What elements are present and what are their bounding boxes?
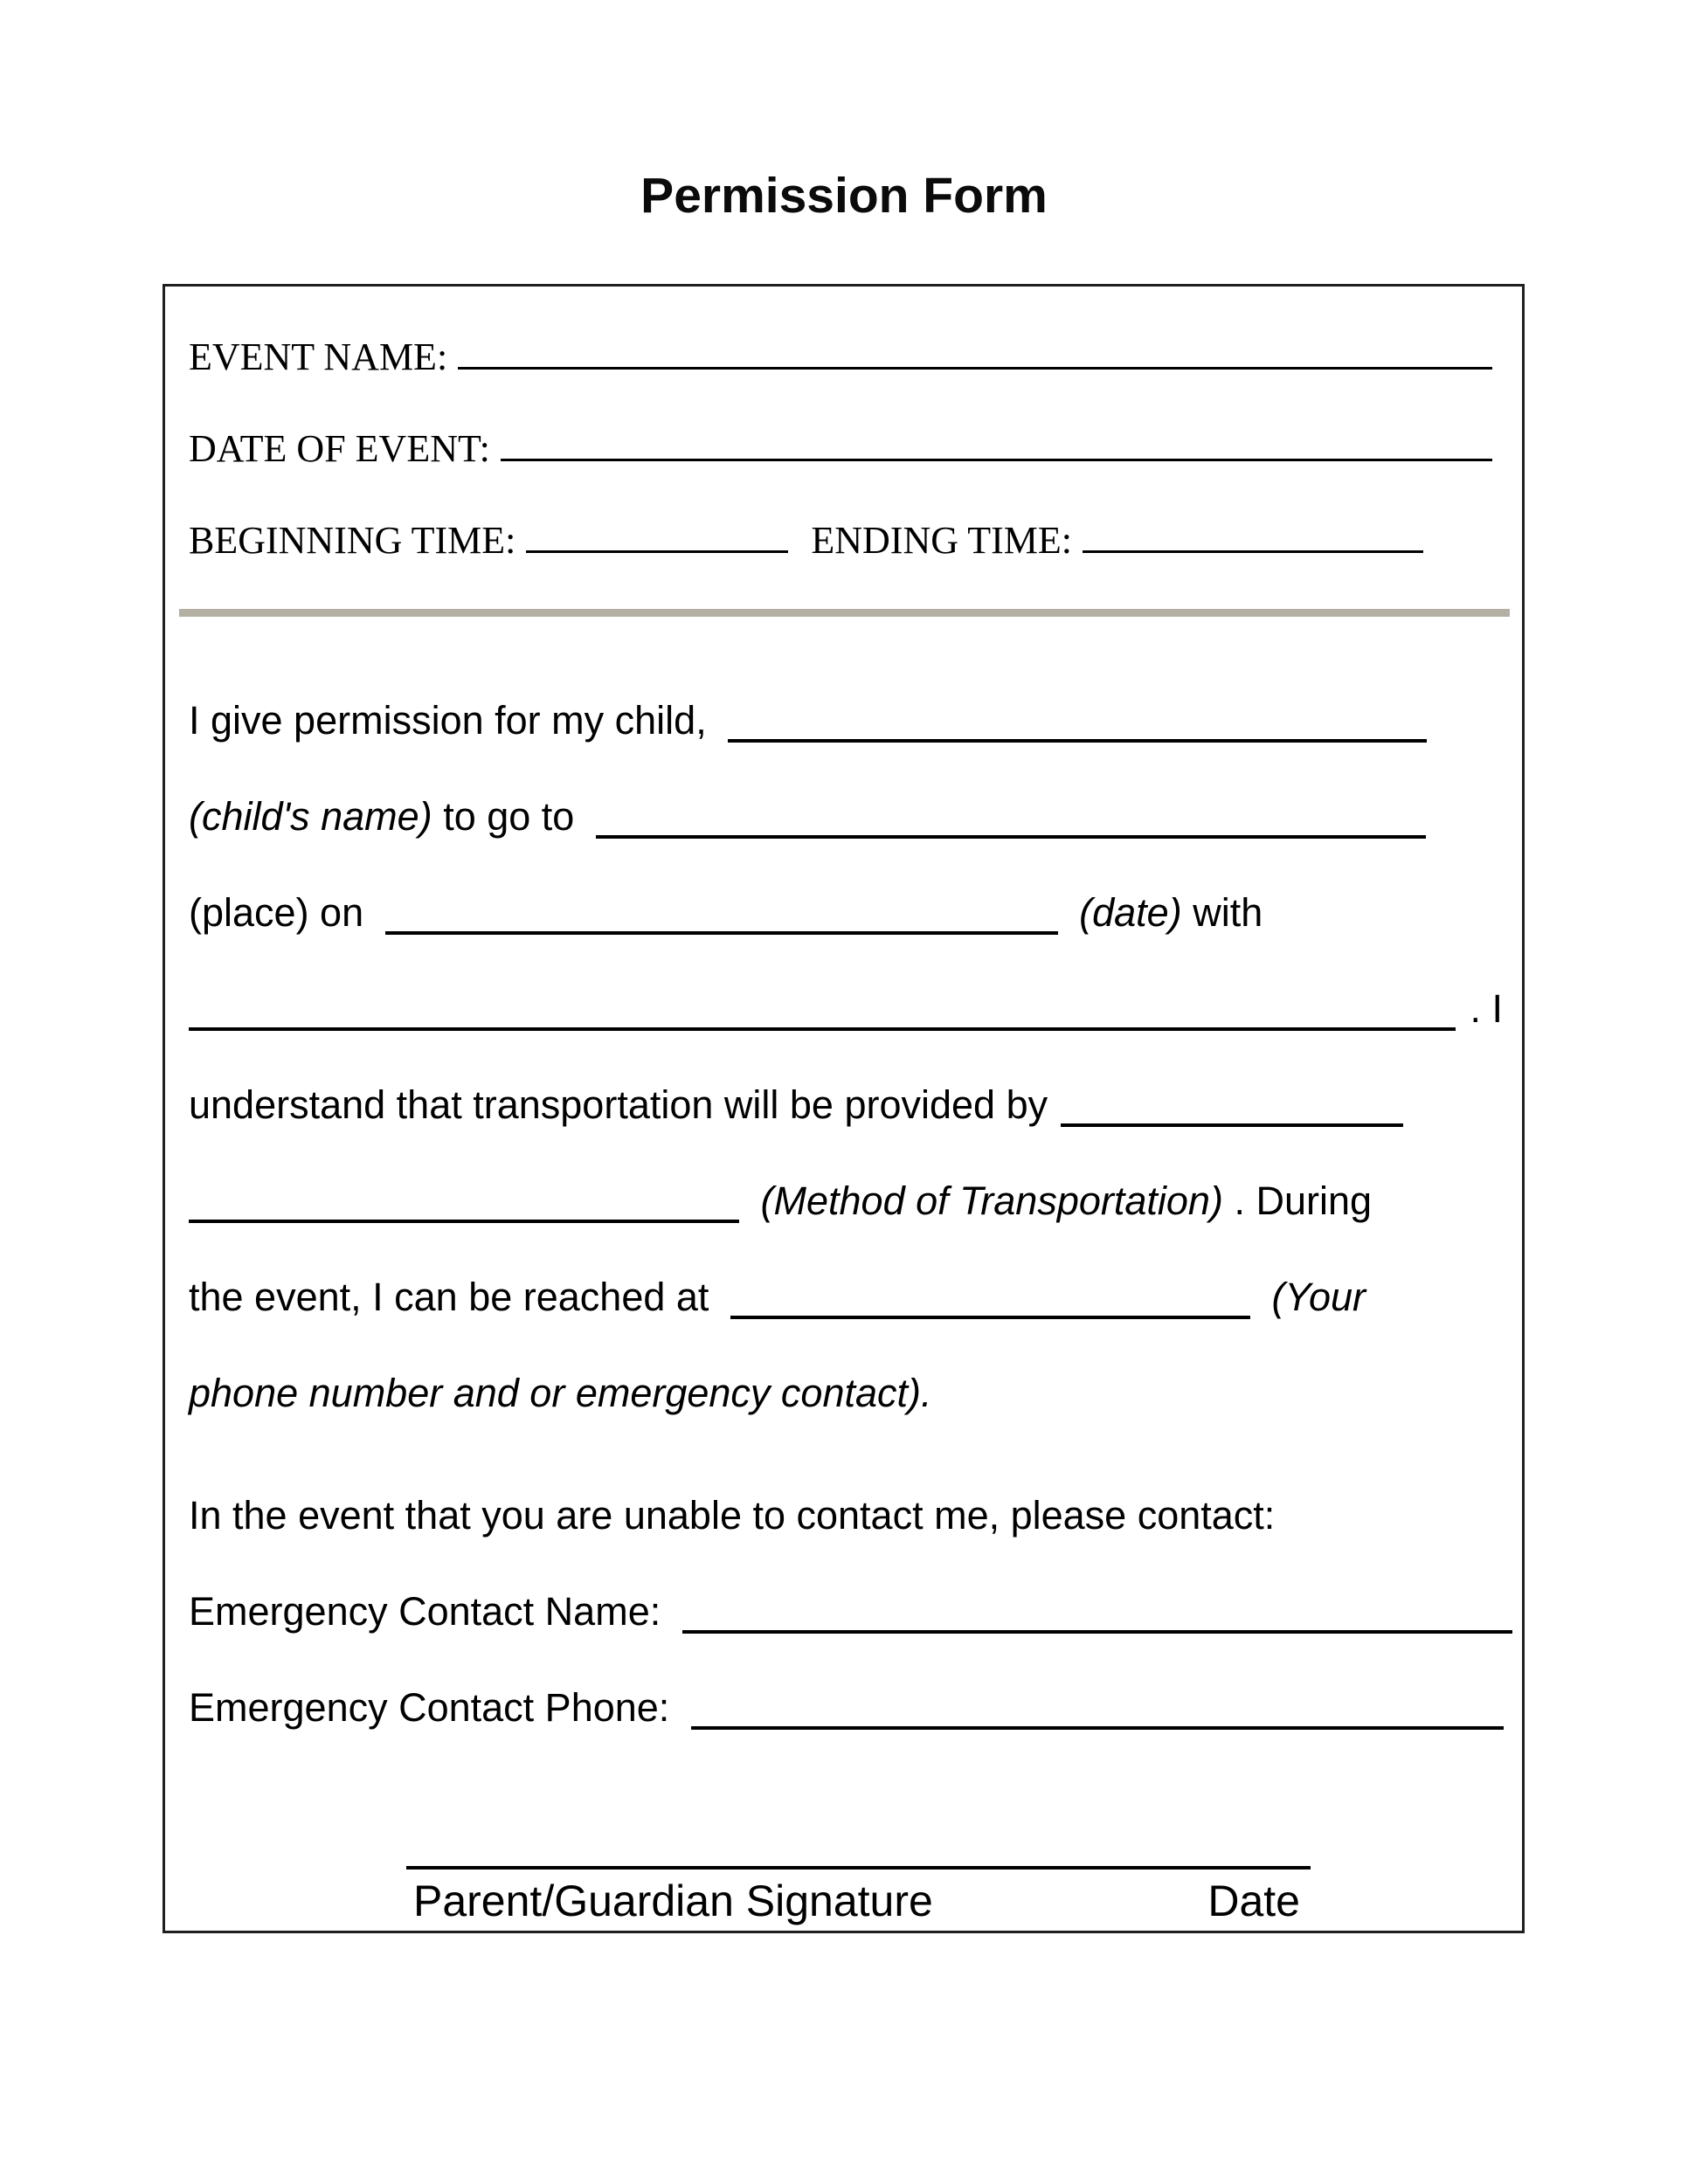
- transportation-blank-1[interactable]: [1061, 1123, 1403, 1127]
- body-text: I give permission for my child,: [189, 698, 707, 743]
- page-title: Permission Form: [640, 168, 1048, 224]
- body-text: to go to: [443, 794, 575, 839]
- parent-guardian-signature-label: Parent/Guardian Signature: [413, 1876, 933, 1925]
- event-name-blank[interactable]: [458, 367, 1492, 370]
- times-row: [189, 494, 1496, 586]
- event-name-row: [189, 311, 1496, 403]
- date-of-event-blank[interactable]: [501, 459, 1492, 461]
- reached-at-blank[interactable]: [730, 1316, 1250, 1319]
- body-text: . During: [1234, 1178, 1373, 1223]
- child-name-hint: (child's name): [189, 794, 432, 839]
- signature-labels-row: [406, 1870, 1311, 1925]
- phone-hint: (Your: [1271, 1275, 1366, 1319]
- ending-time-blank[interactable]: [1083, 550, 1423, 553]
- place-blank[interactable]: [596, 835, 1426, 839]
- body-line-5: [189, 1057, 1496, 1153]
- beginning-time-blank[interactable]: [526, 550, 788, 553]
- permission-form-box: [163, 284, 1525, 1933]
- transportation-hint: (Method of Transportation): [760, 1178, 1223, 1223]
- emergency-contact-phone-label: Emergency Contact Phone:: [189, 1685, 670, 1730]
- emergency-contact-name-blank[interactable]: [682, 1630, 1512, 1634]
- ending-time-label: ENDING TIME:: [811, 519, 1072, 562]
- body-text: with: [1193, 890, 1263, 935]
- beginning-time-label: BEGINNING TIME:: [189, 519, 516, 562]
- body-text: (place) on: [189, 890, 364, 935]
- body-line-1: [189, 673, 1496, 769]
- section-divider: [179, 609, 1510, 617]
- phone-hint-continued: phone number and or emergency contact).: [189, 1371, 932, 1415]
- body-text: . I: [1470, 986, 1504, 1031]
- companion-blank[interactable]: [189, 1027, 1456, 1031]
- body-line-8: [189, 1345, 1496, 1441]
- emergency-contact-name-label: Emergency Contact Name:: [189, 1589, 661, 1634]
- emergency-contact-intro: In the event that you are unable to contact me, please contact:: [189, 1493, 1276, 1538]
- emergency-contact-name-row: [189, 1564, 1496, 1660]
- body-line-4: [189, 961, 1504, 1057]
- date-of-event-row: [189, 403, 1496, 494]
- body-text: the event, I can be reached at: [189, 1275, 709, 1319]
- emergency-contact-phone-row: [189, 1660, 1496, 1756]
- date-blank[interactable]: [385, 931, 1058, 935]
- date-hint: (date): [1079, 890, 1182, 935]
- body-line-7: [189, 1249, 1496, 1345]
- body-line-6: [189, 1153, 1496, 1249]
- date-of-event-label: DATE OF EVENT:: [189, 427, 490, 470]
- body-line-2: [189, 769, 1496, 865]
- transportation-blank-2[interactable]: [189, 1220, 739, 1223]
- event-name-label: EVENT NAME:: [189, 335, 448, 378]
- body-line-3: [189, 865, 1496, 961]
- body-text: understand that transportation will be provided by: [189, 1082, 1048, 1127]
- child-name-blank[interactable]: [728, 739, 1427, 743]
- signature-date-label: Date: [1207, 1876, 1300, 1925]
- emergency-contact-phone-blank[interactable]: [691, 1726, 1504, 1730]
